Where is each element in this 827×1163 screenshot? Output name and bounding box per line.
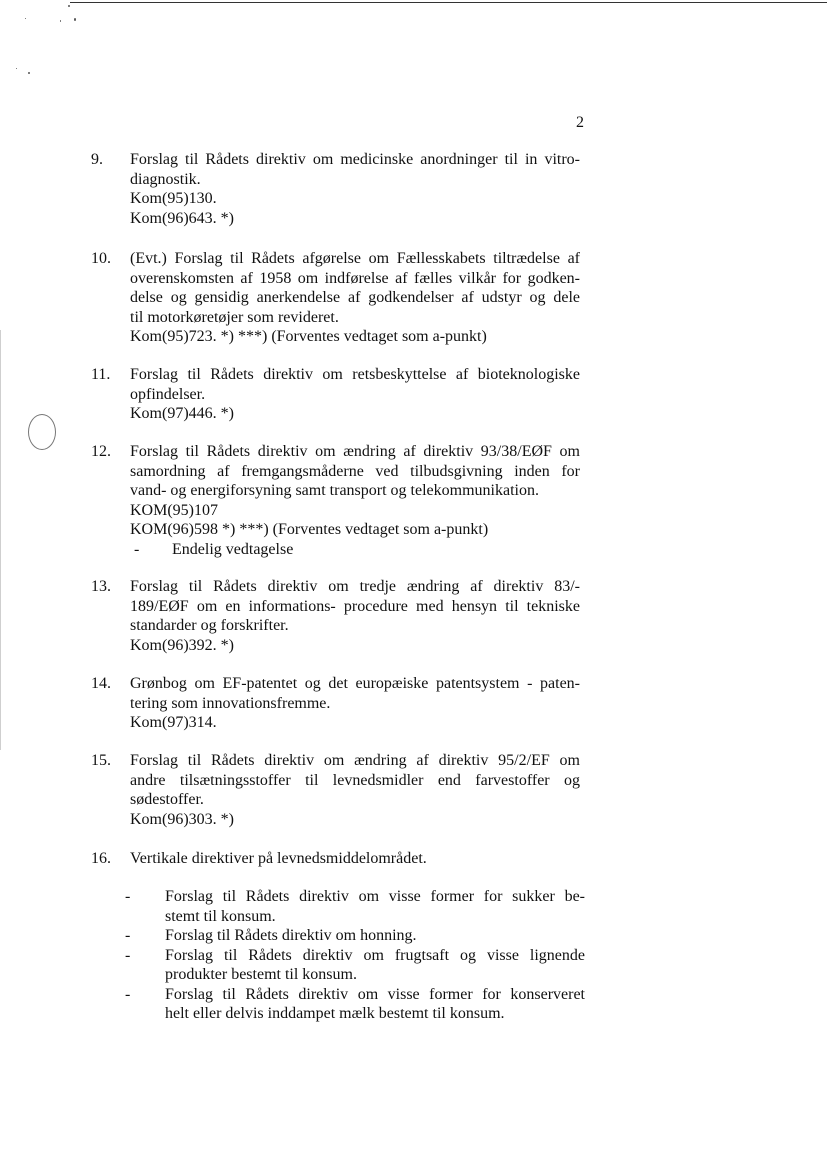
item-line: Kom(96)643. *) bbox=[130, 209, 234, 227]
dash-marker: - bbox=[125, 927, 131, 944]
item-body bbox=[130, 365, 580, 424]
item-body bbox=[130, 577, 580, 655]
scan-speck bbox=[74, 18, 76, 21]
scan-left-edge bbox=[0, 330, 1, 750]
sub-list-item bbox=[125, 946, 585, 985]
item-line: tering som innovationsfremme. bbox=[130, 694, 331, 712]
sub-item-text bbox=[165, 946, 585, 985]
sub-list-item bbox=[125, 985, 585, 1024]
item-16-sub-list bbox=[125, 887, 585, 1024]
item-line: Forslag til Rådets direktiv om ændring af direktiv 95/2/EF om bbox=[130, 752, 580, 769]
item-line: KOM(96)598 *) ***) (Forventes vedtaget som a-punkt) bbox=[130, 521, 489, 538]
scan-speck bbox=[28, 72, 30, 74]
item-line: Kom(95)130. bbox=[130, 190, 217, 207]
item-line: Kom(95)723. *) ***) (Forventes vedtaget som a-punkt) bbox=[130, 328, 487, 345]
dash-marker: - bbox=[134, 540, 140, 558]
item-number: 16. bbox=[91, 850, 111, 867]
item-line: vand- og energiforsyning samt transport og telekommunikation. bbox=[130, 482, 539, 499]
dash-line-text: Endelig vedtagelse bbox=[172, 540, 294, 558]
item-number: 9. bbox=[91, 151, 103, 168]
item-line: Forslag til Rådets direktiv om ændring af direktiv 93/38/EØF om bbox=[130, 443, 580, 460]
item-line: Kom(96)392. *) bbox=[130, 636, 234, 654]
scan-speck bbox=[16, 68, 17, 69]
sub-list-item bbox=[125, 887, 585, 926]
item-line: Forslag til Rådets direktiv om tredje ændring af direktiv 83/- bbox=[130, 578, 580, 595]
sub-item-line: helt eller delvis inddampet mælk bestemt til konsum. bbox=[165, 1005, 505, 1022]
item-number: 15. bbox=[91, 752, 111, 769]
item-line: Grønbog om EF-patentet og det europæiske patentsystem - paten- bbox=[130, 675, 580, 692]
sub-item-text bbox=[165, 887, 585, 926]
item-line: Kom(96)303. *) bbox=[130, 810, 234, 828]
item-line: andre tilsætningsstoffer til levnedsmidler end farvestoffer og bbox=[130, 771, 580, 789]
item-line: 189/EØF om en informations- procedure med hensyn til tekniske bbox=[130, 597, 580, 615]
item-line: samordning af fremgangsmåderne ved tilbudsgivning inden for bbox=[130, 462, 580, 480]
item-body bbox=[130, 674, 580, 733]
scan-speck bbox=[68, 5, 70, 7]
item-line: KOM(95)107 bbox=[130, 501, 218, 519]
item-line: delse og gensidig anerkendelse af godkendelser af udstyr og dele bbox=[130, 289, 580, 306]
sub-item-line: Forslag til Rådets direktiv om honning. bbox=[165, 927, 417, 944]
item-number: 11. bbox=[91, 366, 111, 383]
sub-list-item bbox=[125, 926, 585, 946]
item-number: 13. bbox=[91, 578, 111, 595]
dash-marker: - bbox=[125, 985, 131, 1003]
sub-item-text bbox=[165, 926, 585, 946]
scan-top-rule bbox=[70, 2, 827, 3]
item-line: overenskomsten af 1958 om indførelse af fælles vilkår for godken- bbox=[130, 269, 580, 287]
sub-item-line: stemt til konsum. bbox=[165, 907, 276, 925]
sub-item-line: Forslag til Rådets direktiv om frugtsaft og visse lignende bbox=[165, 946, 585, 964]
item-line: Kom(97)314. bbox=[130, 714, 217, 731]
item-body bbox=[130, 442, 580, 559]
scan-speck bbox=[60, 20, 61, 22]
scan-speck bbox=[25, 18, 26, 19]
item-dash-line bbox=[130, 540, 580, 560]
item-line: diagnostik. bbox=[130, 170, 201, 188]
item-body bbox=[130, 751, 580, 829]
item-line: Forslag til Rådets direktiv om medicinske anordninger til in vitro- bbox=[130, 151, 580, 168]
item-line: Forslag til Rådets direktiv om retsbeskyttelse af bioteknologiske bbox=[130, 366, 580, 383]
item-line: Kom(97)446. *) bbox=[130, 405, 234, 422]
punch-hole-mark bbox=[28, 414, 56, 450]
item-body bbox=[130, 249, 580, 347]
item-line: standarder og forskrifter. bbox=[130, 617, 289, 634]
page-number: 2 bbox=[576, 114, 584, 131]
dash-marker: - bbox=[125, 888, 131, 905]
item-line: Vertikale direktiver på levnedsmiddelområdet. bbox=[130, 850, 427, 867]
item-body bbox=[130, 849, 580, 869]
item-number: 10. bbox=[91, 250, 111, 267]
item-body bbox=[130, 150, 580, 228]
item-line: til motorkøretøjer som revideret. bbox=[130, 308, 339, 326]
sub-item-line: produkter bestemt til konsum. bbox=[165, 966, 357, 983]
sub-item-line: Forslag til Rådets direktiv om visse former for konserveret bbox=[165, 985, 585, 1003]
item-line: sødestoffer. bbox=[130, 791, 204, 808]
item-line: (Evt.) Forslag til Rådets afgørelse om Fællesskabets tiltrædelse af bbox=[130, 250, 580, 267]
dash-marker: - bbox=[125, 946, 131, 964]
sub-item-text bbox=[165, 985, 585, 1024]
sub-item-line: Forslag til Rådets direktiv om visse former for sukker be- bbox=[165, 888, 585, 905]
item-number: 14. bbox=[91, 675, 111, 692]
item-line: opfindelser. bbox=[130, 385, 206, 403]
item-number: 12. bbox=[91, 443, 111, 460]
